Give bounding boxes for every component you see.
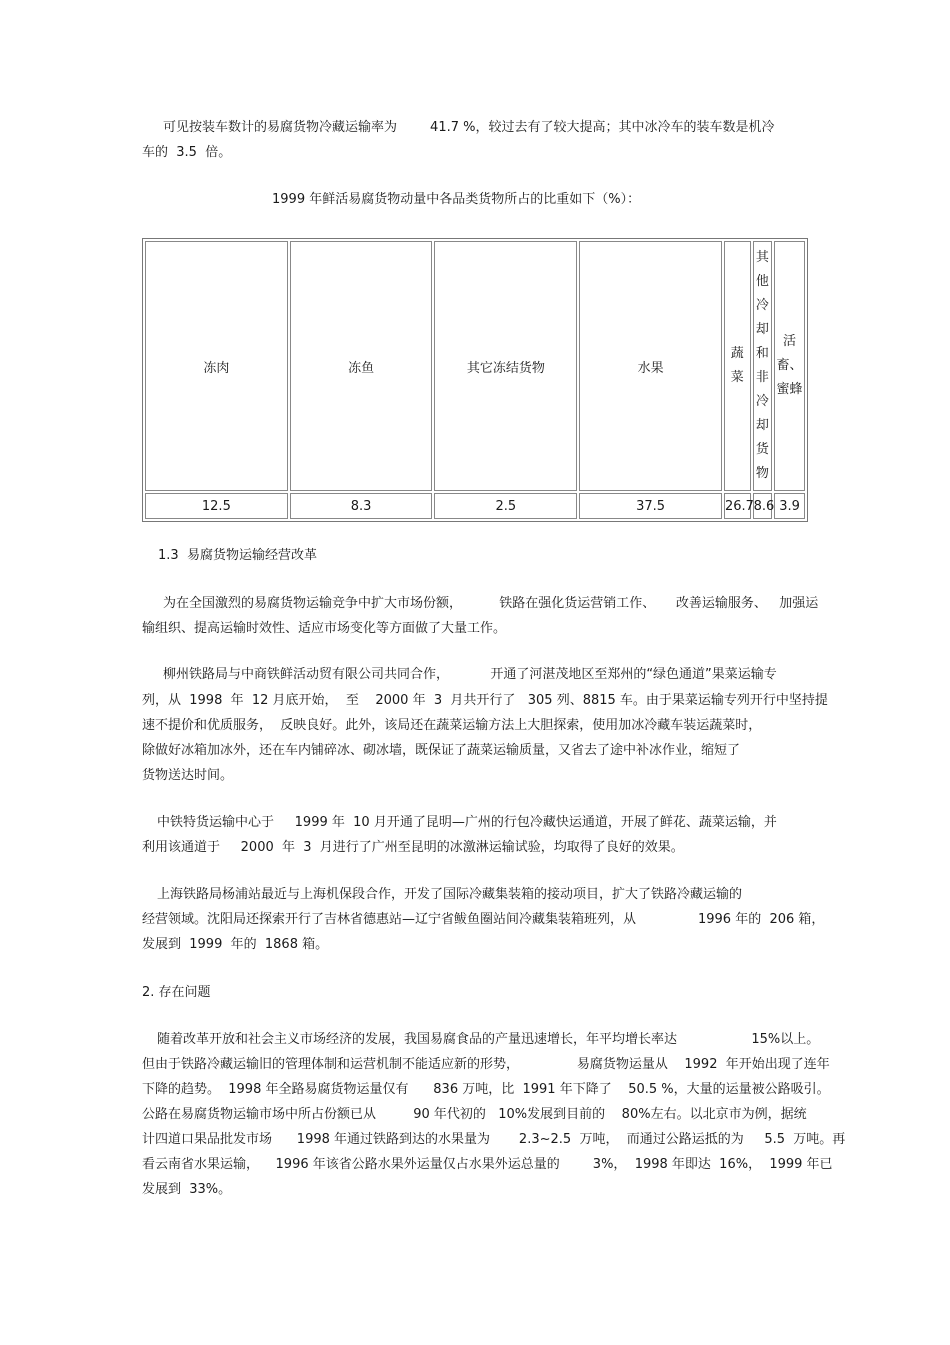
text-line: 经营领域。沈阳局还探索开行了吉林省德惠站—辽宁省鲅鱼圈站间冷藏集装箱班列，从 1996 年的 206 箱， (142, 912, 825, 927)
section-heading: 1.3 易腐货物运输经营改革 (158, 548, 317, 563)
text-line: 中铁特货运输中心于 1999 年 10 月开通了昆明—广州的行包冷藏快运通道，开展了鲜花、蔬菜运输，并 (157, 815, 777, 830)
header-cell: 冻肉 (145, 241, 288, 491)
text-line: 利用该通道于 2000 年 3 月进行了广州至昆明的冰激淋运输试验，均取得了良好的效果。 (142, 840, 684, 855)
value-cell: 3.9 (774, 493, 805, 519)
text-line: 计四道口果品批发市场 1998 年通过铁路到达的水果量为 2.3~2.5 万吨， 而通过公路运抵的为 5.5 万吨。再 (142, 1132, 846, 1147)
table-header-row (145, 241, 805, 491)
commodity-share-table (142, 238, 808, 522)
text-line: 速不提价和优质服务， 反映良好。此外，该局还在蔬菜运输方法上大胆探索，使用加冰冷藏车装运蔬菜时， (142, 718, 762, 733)
text-line: 但由于铁路冷藏运输旧的管理体制和运营机制不能适应新的形势， 易腐货物运量从 1992 年开始出现了连年 (142, 1057, 830, 1072)
text-line: 货物送达时间。 (142, 768, 234, 783)
header-cell: 其它冻结货物 (434, 241, 577, 491)
text-line: 可见按装车数计的易腐货物冷藏运输率为 41.7 %，较过去有了较大提高；其中冰冷车的装车数是机冷 (163, 120, 775, 135)
value-cell: 8.6 (753, 493, 773, 519)
text-line: 输组织、提高运输时效性、适应市场变化等方面做了大量工作。 (142, 621, 507, 636)
text-line: 看云南省水果运输， 1996 年该省公路水果外运量仅占水果外运总量的 3%， 1998 年即达 16%， 1999 年已 (142, 1157, 833, 1172)
value-cell: 8.3 (290, 493, 433, 519)
section-heading: 2. 存在问题 (142, 985, 211, 1000)
text-line: 发展到 1999 年的 1868 箱。 (142, 937, 329, 952)
header-cell: 水果 (579, 241, 722, 491)
value-cell: 2.5 (434, 493, 577, 519)
table-row (145, 493, 805, 519)
text-line: 公路在易腐货物运输市场中所占份额已从 90 年代初的 10%发展到目前的 80%左右。以北京市为例，据统 (142, 1107, 807, 1122)
text-line: 为在全国激烈的易腐货物运输竞争中扩大市场份额， 铁路在强化货运营销工作、 改善运输服务、 加强运 (163, 596, 819, 611)
header-cell: 冻鱼 (290, 241, 433, 491)
header-cell: 其他冷却和非冷却货物 (753, 241, 773, 491)
text-line: 除做好冰箱加冰外，还在车内铺碎冰、砌冰墙，既保证了蔬菜运输质量，又省去了途中补冰作业，缩短了 (142, 743, 741, 758)
text-line: 随着改革开放和社会主义市场经济的发展，我国易腐食品的产量迅速增长，年平均增长率达 15%以上。 (157, 1032, 820, 1047)
header-cell: 蔬菜 (724, 241, 751, 491)
table-caption: 1999 年鲜活易腐货物动量中各品类货物所占的比重如下（%）： (272, 192, 641, 207)
value-cell: 12.5 (145, 493, 288, 519)
header-cell: 活畜、蜜蜂 (774, 241, 805, 491)
text-line: 车的 3.5 倍。 (142, 145, 232, 160)
value-cell: 26.7 (724, 493, 751, 519)
text-line: 上海铁路局杨浦站最近与上海机保段合作，开发了国际冷藏集装箱的接动项目，扩大了铁路冷藏运输的 (157, 887, 743, 902)
value-cell: 37.5 (579, 493, 722, 519)
text-line: 下降的趋势。 1998 年全路易腐货物运量仅有 836 万吨，比 1991 年下降了 50.5 %，大量的运量被公路吸引。 (142, 1082, 830, 1097)
text-line: 列，从 1998 年 12 月底开始， 至 2000 年 3 月共开行了 305 列、8815 车。由于果菜运输专列开行中坚持提 (142, 693, 828, 708)
text-line: 发展到 33%。 (142, 1182, 232, 1197)
text-line: 柳州铁路局与中商铁鲜活动贸有限公司共同合作， 开通了河湛茂地区至郑州的“绿色通道”果菜运输专 (163, 667, 777, 682)
